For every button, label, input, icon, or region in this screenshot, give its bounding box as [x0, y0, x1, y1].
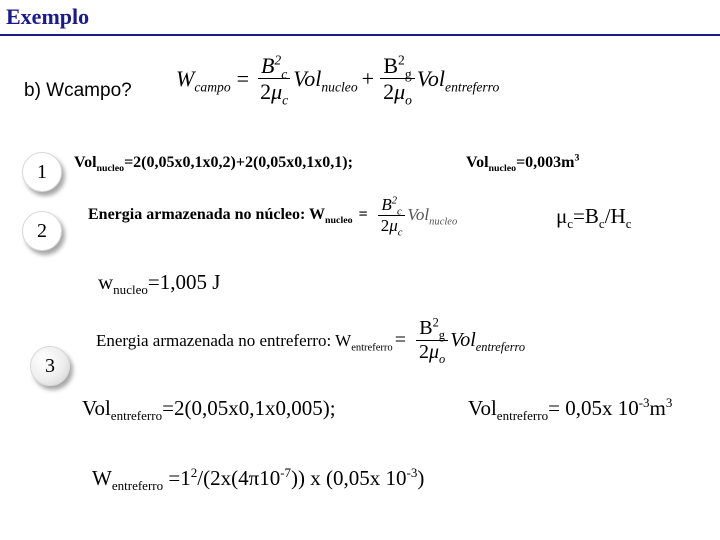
step2-text: Energia armazenada no núcleo: $W_{nucleo}$	[88, 206, 353, 227]
w-entreferro-formula: $W_{entreferro} =1^2/(2x(4\pi 10^{-7}))$ x (0,05x $10^{-3}$)	[92, 465, 425, 494]
step2-mu-relation: $\mu_c=B_c/H_c$	[556, 204, 632, 232]
step1-vol-nucleo-result: $Vol_{nucleo}=0,003m^3$	[466, 152, 580, 175]
main-eq-fraction-1: $\frac{B^2_c}{2\mu_c}$	[257, 54, 291, 103]
step2-equals: =	[358, 206, 368, 224]
step-2-badge: 2	[22, 211, 62, 251]
question-label: b) Wcampo?	[24, 80, 132, 101]
main-eq-fraction-2: $\frac{B^2_g}{2\mu_o}$	[380, 54, 415, 103]
vol-entreferro-result: Vol$_{entreferro}$= 0,05x $10^{-3}m^3$	[468, 395, 673, 424]
vol-entreferro-formula: Vol$_{entreferro}$=2(0,05x0,1x0,005);	[82, 396, 336, 424]
step3-equals: =	[394, 329, 406, 351]
title-underline	[0, 34, 720, 36]
main-eq-vol-entreferro: Vol$_{entreferro}$	[416, 65, 500, 94]
main-eq-plus: +	[361, 65, 375, 91]
step2-fraction: $\frac{B^2_c}{2\mu_c}$	[378, 196, 406, 235]
main-equation	[176, 52, 500, 108]
step3-text: Energia armazenada no entreferro: $W_{entreferro}$	[96, 331, 393, 354]
step-3-badge: 3	[30, 346, 70, 386]
step-1-badge: 1	[22, 152, 62, 192]
step3-vol-entreferro: Vol$_{entreferro}$	[450, 329, 526, 354]
main-eq-equals: =	[236, 65, 250, 91]
slide-title: Exemplo	[6, 4, 90, 29]
w-nucleo-result: $w_{nucleo}=1,005$ J	[98, 270, 221, 298]
step2-energy-nucleo	[88, 195, 458, 239]
step3-energy-entreferro	[96, 315, 526, 366]
step1-vol-nucleo-formula: Vol$_{nucleo}$=2(0,05x0,1x0,2)+2(0,05x0,1x0,1);	[74, 154, 353, 175]
step3-fraction: $\frac{B^2_g}{2\mu_o}$	[416, 318, 448, 363]
step2-vol-nucleo: Vol$_{nucleo}$	[407, 205, 458, 228]
main-eq-vol-nucleo: Vol$_{nucleo}$	[293, 65, 358, 94]
main-eq-w: $W_{campo}$	[176, 65, 231, 94]
